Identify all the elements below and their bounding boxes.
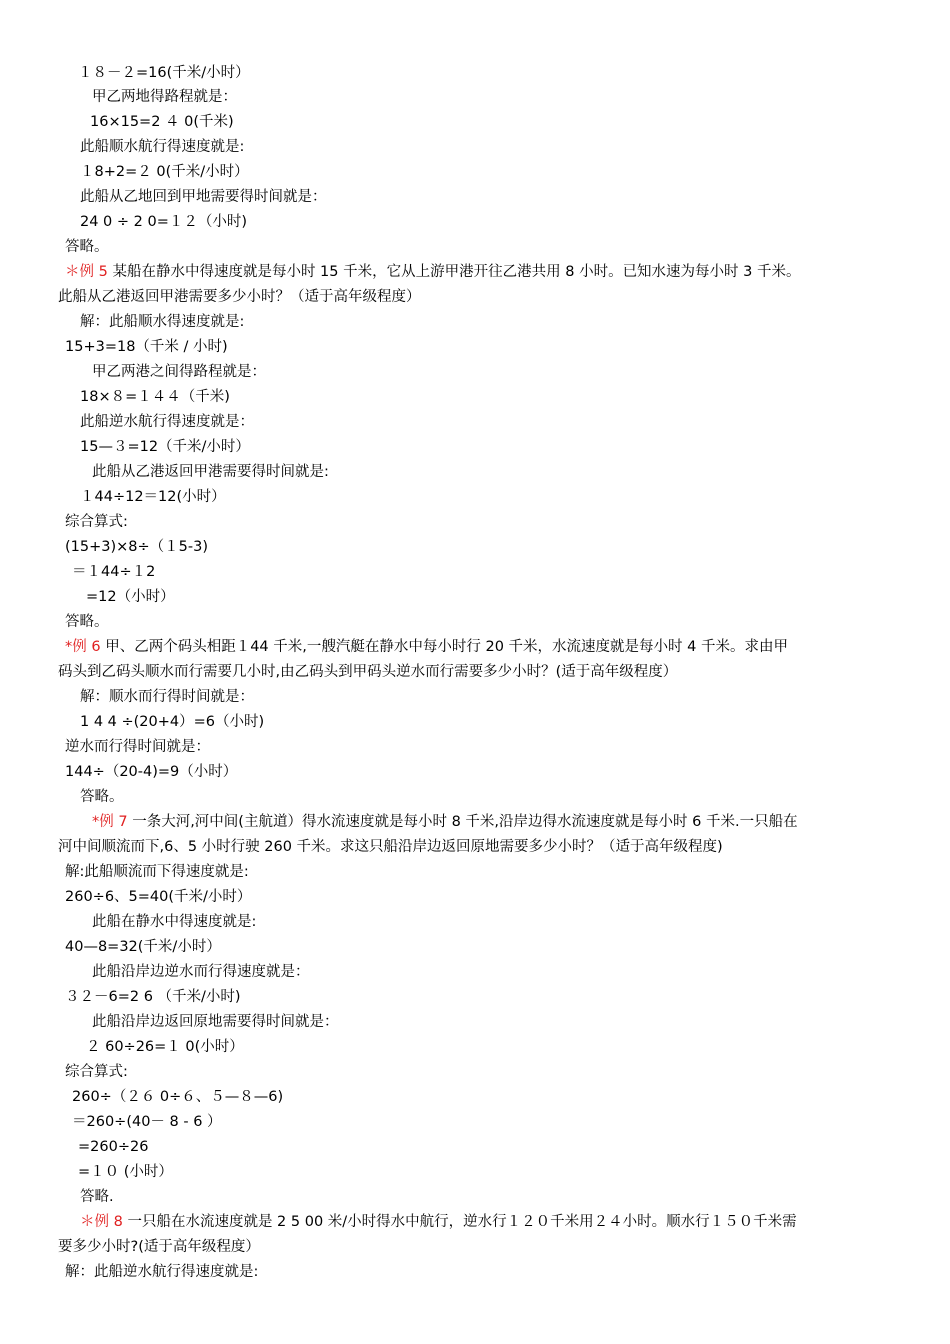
text-line: [65, 611, 109, 633]
example-label: *例 6: [65, 639, 101, 655]
line-text: 综合算式:: [65, 1064, 128, 1080]
text-line: [72, 1086, 283, 1108]
text-line: [80, 211, 247, 233]
line-text: 1 4 4 ÷(20+4）=6（小时): [80, 714, 265, 730]
text-line: [78, 1136, 148, 1158]
line-text: 40—8=32(千米/小时）: [65, 939, 221, 955]
line-text: 此船从乙地回到甲地需要得时间就是：: [80, 189, 327, 205]
text-line: [92, 461, 329, 483]
example-label: ＊例 5: [65, 264, 108, 280]
example-label: ＊例 8: [80, 1214, 123, 1230]
text-line: [65, 936, 221, 958]
text-line: [65, 1261, 258, 1283]
text-line: [80, 486, 226, 508]
line-text: =12（小时）: [86, 589, 175, 605]
text-line: [80, 436, 250, 458]
text-line: [92, 961, 310, 983]
line-text: １８－２=16(千米/小时）: [78, 65, 250, 81]
text-line: [65, 1061, 128, 1083]
text-line: [90, 111, 234, 133]
line-text: (15+3)×8÷（１5-3): [65, 539, 209, 555]
text-line: [80, 386, 230, 408]
line-text: 逆水而行得时间就是：: [65, 739, 210, 755]
line-text: 此船从乙港返回甲港需要得时间就是:: [92, 464, 329, 480]
example-heading-line: [65, 636, 788, 658]
line-text: １44÷12＝12(小时）: [80, 489, 226, 505]
line-text: 答略。: [80, 789, 124, 805]
text-line: [72, 1111, 222, 1133]
line-text: ３２－6=2 6 （千米/小时): [65, 989, 241, 1005]
text-line: [80, 786, 124, 808]
text-line: [80, 711, 264, 733]
line-text: 此船沿岸边逆水而行得速度就是：: [92, 964, 310, 980]
text-line: [80, 186, 327, 208]
line-text: 16×15=2 ４ 0(千米): [90, 114, 234, 130]
example-heading-line: [92, 811, 798, 833]
line-text: 解：顺水而行得时间就是：: [80, 689, 254, 705]
text-line: [65, 861, 249, 883]
line-text: 甲乙两港之间得路程就是：: [92, 364, 266, 380]
line-text: 一只船在水流速度就是 2 5 00 米/小时得水中航行，逆水行１２０千米用２４小时。顺水行１５０千米需: [122, 1214, 797, 1230]
example-label: *例 7: [92, 814, 128, 830]
text-line: [92, 1011, 339, 1033]
text-line: [65, 986, 241, 1008]
text-line: [86, 1036, 244, 1058]
text-line: [78, 1161, 173, 1183]
line-text: 要多少小时?(适于高年级程度）: [58, 1239, 260, 1255]
text-line: [58, 1236, 260, 1258]
text-line: [65, 736, 210, 758]
line-text: 解:此船顺流而下得速度就是:: [65, 864, 249, 880]
line-text: 此船在静水中得速度就是:: [92, 914, 257, 930]
text-line: [65, 536, 208, 558]
line-text: 此船从乙港返回甲港需要多少小时？（适于高年级程度）: [58, 289, 421, 305]
text-line: [80, 1186, 114, 1208]
example-heading-line: [65, 261, 801, 283]
text-line: [65, 236, 109, 258]
line-text: 此船逆水航行得速度就是：: [80, 414, 254, 430]
line-text: １8+2=２ 0(千米/小时）: [80, 164, 249, 180]
text-line: [58, 661, 677, 683]
text-line: [58, 836, 723, 858]
text-line: [92, 911, 256, 933]
text-line: [58, 286, 421, 308]
line-text: 解：此船逆水航行得速度就是:: [65, 1264, 259, 1280]
line-text: =260÷26: [78, 1139, 149, 1155]
line-text: 260÷6、5=40(千米/小时）: [65, 889, 252, 905]
line-text: 一条大河,河中间(主航道）得水流速度就是每小时 8 千米,沿岸边得水流速度就是每小时 6 千米.一只船在: [127, 814, 798, 830]
line-text: 260÷（２６ 0÷６、５—８—6): [72, 1089, 284, 1105]
text-line: [72, 561, 155, 583]
line-text: 15+3=18（千米 / 小时): [65, 339, 228, 355]
text-line: [92, 361, 266, 383]
line-text: 15—３=12（千米/小时）: [80, 439, 250, 455]
line-text: 答略。: [65, 239, 109, 255]
line-text: ２ 60÷26=１ 0(小时）: [86, 1039, 244, 1055]
example-heading-line: [80, 1211, 797, 1233]
line-text: ＝１44÷１2: [72, 564, 156, 580]
line-text: 答略.: [80, 1189, 114, 1205]
text-line: [86, 586, 175, 608]
text-line: [65, 761, 237, 783]
line-text: 24 0 ÷ 2 0=１２（小时): [80, 214, 248, 230]
text-line: [65, 336, 228, 358]
line-text: 解：此船顺水得速度就是:: [80, 314, 245, 330]
text-line: [65, 886, 251, 908]
text-line: [80, 411, 254, 433]
line-text: 码头到乙码头顺水而行需要几小时,由乙码头到甲码头逆水而行需要多少小时？(适于高年级程度）: [58, 664, 678, 680]
line-text: 此船顺水航行得速度就是:: [80, 139, 245, 155]
text-line: [92, 86, 237, 108]
text-line: [80, 686, 254, 708]
line-text: 此船沿岸边返回原地需要得时间就是：: [92, 1014, 339, 1030]
text-line: [80, 161, 249, 183]
line-text: 某船在静水中得速度就是每小时 15 千米，它从上游甲港开往乙港共用 8 小时。已知水速为每小时 3 千米。: [107, 264, 801, 280]
line-text: 综合算式:: [65, 514, 128, 530]
line-text: =１０ (小时）: [78, 1164, 173, 1180]
text-line: [65, 511, 128, 533]
text-line: [80, 136, 244, 158]
line-text: ＝260÷(40－ 8 - 6 ）: [72, 1114, 222, 1130]
line-text: 甲乙两地得路程就是：: [92, 89, 237, 105]
text-line: [80, 311, 244, 333]
line-text: 144÷（20-4)=9（小时）: [65, 764, 238, 780]
line-text: 答略。: [65, 614, 109, 630]
line-text: 河中间顺流而下,6、5 小时行驶 260 千米。求这只船沿岸边返回原地需要多少小时？（适于高年级程度): [58, 839, 723, 855]
line-text: 甲、乙两个码头相距１44 千米,一艘汽艇在静水中每小时行 20 千米，水流速度就是每小时 4 千米。求由甲: [100, 639, 788, 655]
line-text: 18×８=１４４（千米): [80, 389, 230, 405]
text-line: [78, 62, 250, 84]
